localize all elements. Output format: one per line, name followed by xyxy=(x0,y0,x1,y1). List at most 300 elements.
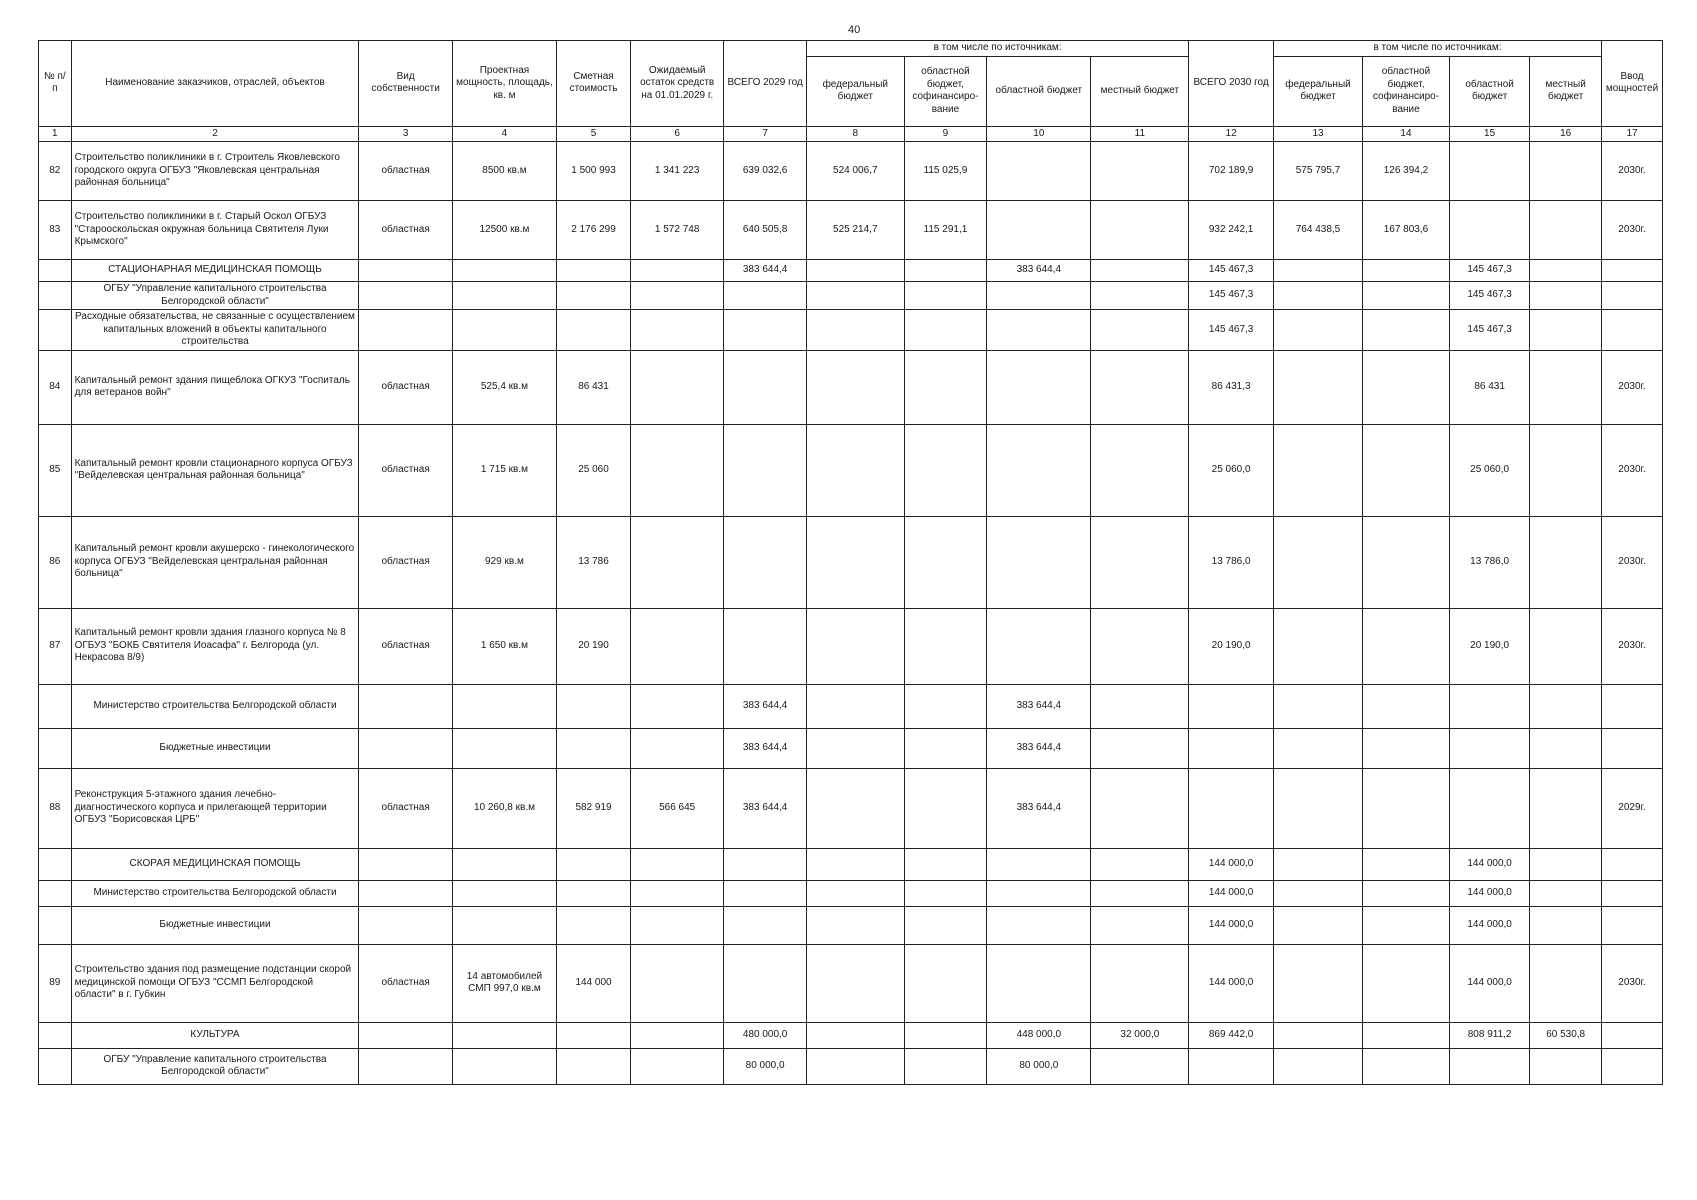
table-cell xyxy=(1530,282,1602,310)
table-cell xyxy=(452,880,556,906)
table-cell xyxy=(1273,260,1362,282)
table-cell: 144 000,0 xyxy=(1449,944,1529,1022)
table-cell xyxy=(724,880,807,906)
table-cell: 82 xyxy=(39,142,72,201)
table-cell: 144 000,0 xyxy=(1449,906,1529,944)
table-cell xyxy=(557,260,631,282)
table-cell: Строительство поликлиники в г. Строитель Яковлевского городского округа ОГБУЗ "Яковлевская центральная районная больница" xyxy=(71,142,359,201)
column-number: 2 xyxy=(71,126,359,142)
table-cell xyxy=(1189,768,1274,848)
header-name: Наименование заказчиков, отраслей, объектов xyxy=(71,41,359,127)
table-cell xyxy=(1449,768,1529,848)
table-cell xyxy=(987,142,1091,201)
table-cell: Бюджетные инвестиции xyxy=(71,728,359,768)
table-cell: Строительство здания под размещение подстанции скорой медицинской помощи ОГБУЗ "ССМП Белгородской области" в г. Губкин xyxy=(71,944,359,1022)
table-cell xyxy=(1602,1048,1663,1084)
table-cell xyxy=(39,880,72,906)
table-cell xyxy=(1273,944,1362,1022)
table-cell: 144 000,0 xyxy=(1189,848,1274,880)
table-cell xyxy=(904,1022,987,1048)
table-cell xyxy=(630,516,723,608)
table-cell: 2030г. xyxy=(1602,201,1663,260)
table-cell xyxy=(1189,684,1274,728)
table-cell xyxy=(1530,424,1602,516)
table-cell xyxy=(1189,728,1274,768)
table-cell xyxy=(359,728,452,768)
table-cell: областная xyxy=(359,944,452,1022)
table-row xyxy=(39,201,1663,260)
table-cell xyxy=(806,880,904,906)
table-cell: 20 190,0 xyxy=(1449,608,1529,684)
table-cell xyxy=(39,728,72,768)
table-cell xyxy=(630,608,723,684)
table-cell: 808 911,2 xyxy=(1449,1022,1529,1048)
table-cell xyxy=(1449,142,1529,201)
table-cell: 2030г. xyxy=(1602,944,1663,1022)
header-estimate: Сметная стоимость xyxy=(557,41,631,127)
table-cell xyxy=(39,848,72,880)
table-cell: 14 автомобилей СМП 997,0 кв.м xyxy=(452,944,556,1022)
table-cell: 480 000,0 xyxy=(724,1022,807,1048)
table-cell xyxy=(39,906,72,944)
column-number: 14 xyxy=(1363,126,1450,142)
table-cell xyxy=(987,516,1091,608)
header-commission: Ввод мощностей xyxy=(1602,41,1663,127)
table-cell: 60 530,8 xyxy=(1530,1022,1602,1048)
header-local-2030: местный бюджет xyxy=(1530,56,1602,126)
table-cell: СТАЦИОНАРНАЯ МЕДИЦИНСКАЯ ПОМОЩЬ xyxy=(71,260,359,282)
table-cell: 525 214,7 xyxy=(806,201,904,260)
table-cell: 115 025,9 xyxy=(904,142,987,201)
table-row xyxy=(39,424,1663,516)
table-cell xyxy=(1363,608,1450,684)
table-cell: областная xyxy=(359,768,452,848)
table-cell xyxy=(1091,944,1189,1022)
table-cell xyxy=(987,608,1091,684)
table-cell: 8500 кв.м xyxy=(452,142,556,201)
table-cell: 86 431 xyxy=(557,350,631,424)
table-cell xyxy=(1273,516,1362,608)
column-number: 15 xyxy=(1449,126,1529,142)
table-cell xyxy=(724,310,807,351)
table-cell: 20 190,0 xyxy=(1189,608,1274,684)
table-cell xyxy=(1530,608,1602,684)
column-number: 5 xyxy=(557,126,631,142)
table-cell: 448 000,0 xyxy=(987,1022,1091,1048)
table-cell: 639 032,6 xyxy=(724,142,807,201)
table-cell: областная xyxy=(359,142,452,201)
table-cell xyxy=(1363,350,1450,424)
column-number: 10 xyxy=(987,126,1091,142)
table-cell xyxy=(1602,728,1663,768)
table-cell xyxy=(904,768,987,848)
table-cell xyxy=(1530,768,1602,848)
table-cell: 126 394,2 xyxy=(1363,142,1450,201)
table-cell: 145 467,3 xyxy=(1189,260,1274,282)
table-cell xyxy=(452,684,556,728)
table-cell: 25 060,0 xyxy=(1189,424,1274,516)
table-cell xyxy=(1273,906,1362,944)
table-cell xyxy=(1091,310,1189,351)
table-cell xyxy=(904,1048,987,1084)
table-cell: ОГБУ "Управление капитального строительства Белгородской области" xyxy=(71,282,359,310)
table-cell xyxy=(904,516,987,608)
table-cell xyxy=(1273,728,1362,768)
table-cell: Строительство поликлиники в г. Старый Оскол ОГБУЗ "Старооскольская окружная больница Святителя Луки Крымского" xyxy=(71,201,359,260)
table-cell xyxy=(1530,684,1602,728)
table-cell: СКОРАЯ МЕДИЦИНСКАЯ ПОМОЩЬ xyxy=(71,848,359,880)
table-cell: 2030г. xyxy=(1602,424,1663,516)
table-cell xyxy=(1091,684,1189,728)
section-row xyxy=(39,880,1663,906)
table-row xyxy=(39,944,1663,1022)
table-cell: 383 644,4 xyxy=(987,684,1091,728)
table-cell xyxy=(904,282,987,310)
table-cell: 1 715 кв.м xyxy=(452,424,556,516)
table-cell xyxy=(806,350,904,424)
table-cell xyxy=(1363,1022,1450,1048)
table-cell xyxy=(452,906,556,944)
table-cell xyxy=(987,282,1091,310)
table-cell xyxy=(1273,848,1362,880)
table-cell xyxy=(1363,880,1450,906)
table-cell xyxy=(1530,906,1602,944)
table-cell xyxy=(1449,684,1529,728)
table-cell xyxy=(1091,906,1189,944)
column-number: 16 xyxy=(1530,126,1602,142)
column-number: 9 xyxy=(904,126,987,142)
page-number: 40 xyxy=(848,24,861,36)
header-federal-2029: федеральный бюджет xyxy=(806,56,904,126)
table-cell xyxy=(904,424,987,516)
header-regional-2029: областной бюджет xyxy=(987,56,1091,126)
table-cell xyxy=(630,684,723,728)
table-cell xyxy=(904,608,987,684)
table-cell xyxy=(724,848,807,880)
table-row xyxy=(39,516,1663,608)
table-cell: 32 000,0 xyxy=(1091,1022,1189,1048)
table-cell xyxy=(904,310,987,351)
table-cell xyxy=(1273,1048,1362,1084)
table-cell: 1 341 223 xyxy=(630,142,723,201)
table-cell xyxy=(39,1048,72,1084)
table-cell xyxy=(1363,848,1450,880)
table-cell xyxy=(1091,608,1189,684)
table-body xyxy=(39,142,1663,1085)
table-cell: 524 006,7 xyxy=(806,142,904,201)
table-cell xyxy=(806,944,904,1022)
table-cell xyxy=(1530,516,1602,608)
table-cell xyxy=(1091,516,1189,608)
table-cell: 383 644,4 xyxy=(724,260,807,282)
table-cell xyxy=(1530,142,1602,201)
table-cell xyxy=(557,848,631,880)
column-number-row xyxy=(39,126,1663,142)
table-cell: 86 431,3 xyxy=(1189,350,1274,424)
table-cell: 20 190 xyxy=(557,608,631,684)
table-cell xyxy=(1530,310,1602,351)
table-cell xyxy=(1091,350,1189,424)
table-cell xyxy=(806,848,904,880)
table-cell xyxy=(1363,728,1450,768)
table-cell xyxy=(1363,310,1450,351)
table-cell xyxy=(39,684,72,728)
header-remainder: Ожидаемый остаток средств на 01.01.2029 г. xyxy=(630,41,723,127)
table-cell: Расходные обязательства, не связанные с осуществлением капитальных вложений в объекты капитального строительства xyxy=(71,310,359,351)
column-number: 11 xyxy=(1091,126,1189,142)
table-cell xyxy=(1363,1048,1450,1084)
table-cell: 25 060,0 xyxy=(1449,424,1529,516)
table-cell xyxy=(724,906,807,944)
section-row xyxy=(39,310,1663,351)
table-cell: 1 650 кв.м xyxy=(452,608,556,684)
table-cell: Капитальный ремонт кровли стационарного корпуса ОГБУЗ "Вейделевская центральная районная больница" xyxy=(71,424,359,516)
table-cell xyxy=(1530,880,1602,906)
table-cell xyxy=(452,728,556,768)
table-cell: областная xyxy=(359,516,452,608)
table-cell xyxy=(987,880,1091,906)
table-cell: 764 438,5 xyxy=(1273,201,1362,260)
table-cell xyxy=(987,848,1091,880)
table-cell: 383 644,4 xyxy=(724,728,807,768)
table-cell: 144 000,0 xyxy=(1449,848,1529,880)
table-cell: 640 505,8 xyxy=(724,201,807,260)
table-cell xyxy=(1091,260,1189,282)
table-cell xyxy=(724,282,807,310)
section-row xyxy=(39,1048,1663,1084)
table-cell: 145 467,3 xyxy=(1449,282,1529,310)
table-cell xyxy=(806,608,904,684)
table-cell xyxy=(806,684,904,728)
section-row xyxy=(39,1022,1663,1048)
table-cell xyxy=(630,282,723,310)
table-cell: 2030г. xyxy=(1602,350,1663,424)
table-cell: КУЛЬТУРА xyxy=(71,1022,359,1048)
table-cell xyxy=(359,684,452,728)
table-cell: 144 000,0 xyxy=(1449,880,1529,906)
table-cell xyxy=(1602,906,1663,944)
table-cell: 88 xyxy=(39,768,72,848)
column-number: 13 xyxy=(1273,126,1362,142)
table-cell xyxy=(630,906,723,944)
table-cell xyxy=(630,310,723,351)
table-cell: 145 467,3 xyxy=(1449,310,1529,351)
table-cell xyxy=(806,310,904,351)
table-cell xyxy=(1091,880,1189,906)
table-cell xyxy=(1091,424,1189,516)
table-cell xyxy=(1602,260,1663,282)
table-cell xyxy=(1530,260,1602,282)
table-cell xyxy=(904,944,987,1022)
table-cell: 525,4 кв.м xyxy=(452,350,556,424)
table-cell xyxy=(1273,424,1362,516)
table-cell xyxy=(1363,768,1450,848)
table-cell: областная xyxy=(359,350,452,424)
table-cell xyxy=(1363,944,1450,1022)
table-cell xyxy=(1602,310,1663,351)
table-cell: 83 xyxy=(39,201,72,260)
table-cell xyxy=(557,880,631,906)
column-number: 12 xyxy=(1189,126,1274,142)
table-cell xyxy=(630,944,723,1022)
table-cell xyxy=(904,906,987,944)
column-number: 1 xyxy=(39,126,72,142)
table-cell: 383 644,4 xyxy=(987,768,1091,848)
table-cell xyxy=(1449,1048,1529,1084)
table-cell: 145 467,3 xyxy=(1449,260,1529,282)
table-cell xyxy=(1449,728,1529,768)
table-cell: 13 786,0 xyxy=(1449,516,1529,608)
table-cell xyxy=(1273,310,1362,351)
table-cell xyxy=(359,848,452,880)
section-row xyxy=(39,282,1663,310)
table-cell: 869 442,0 xyxy=(1189,1022,1274,1048)
table-cell: 12500 кв.м xyxy=(452,201,556,260)
table-cell xyxy=(904,684,987,728)
column-number: 17 xyxy=(1602,126,1663,142)
table-cell xyxy=(724,944,807,1022)
table-cell: 1 572 748 xyxy=(630,201,723,260)
table-cell xyxy=(1091,848,1189,880)
table-cell xyxy=(1189,1048,1274,1084)
table-cell xyxy=(987,424,1091,516)
table-cell xyxy=(806,282,904,310)
table-cell xyxy=(557,906,631,944)
table-cell: Капитальный ремонт кровли акушерско - гинекологического корпуса ОГБУЗ "Вейделевская центральная районная больница" xyxy=(71,516,359,608)
table-cell xyxy=(557,1022,631,1048)
table-cell xyxy=(1091,282,1189,310)
table-cell xyxy=(1602,684,1663,728)
table-cell xyxy=(1530,350,1602,424)
table-cell: 575 795,7 xyxy=(1273,142,1362,201)
table-cell xyxy=(1363,906,1450,944)
table-cell: 144 000,0 xyxy=(1189,944,1274,1022)
section-row xyxy=(39,728,1663,768)
table-cell: Бюджетные инвестиции xyxy=(71,906,359,944)
table-cell xyxy=(1602,880,1663,906)
table-cell: 383 644,4 xyxy=(724,768,807,848)
table-cell: 144 000,0 xyxy=(1189,906,1274,944)
table-cell xyxy=(1273,684,1362,728)
table-cell: 10 260,8 кв.м xyxy=(452,768,556,848)
table-cell xyxy=(452,848,556,880)
table-cell xyxy=(630,848,723,880)
table-cell xyxy=(630,728,723,768)
table-cell: 2030г. xyxy=(1602,608,1663,684)
table-cell xyxy=(904,848,987,880)
section-row xyxy=(39,848,1663,880)
table-cell xyxy=(1602,848,1663,880)
table-cell xyxy=(904,260,987,282)
table-cell xyxy=(987,310,1091,351)
table-cell xyxy=(1530,944,1602,1022)
table-cell xyxy=(630,350,723,424)
header-total-2029: ВСЕГО 2029 год xyxy=(724,41,807,127)
column-number: 3 xyxy=(359,126,452,142)
table-cell xyxy=(1530,848,1602,880)
table-cell xyxy=(359,1022,452,1048)
table-cell xyxy=(904,350,987,424)
header-local-2029: местный бюджет xyxy=(1091,56,1189,126)
table-cell xyxy=(1363,282,1450,310)
header-sources-2029: в том числе по источникам: xyxy=(806,41,1188,57)
table-cell xyxy=(1363,260,1450,282)
table-cell: 86 xyxy=(39,516,72,608)
section-row xyxy=(39,684,1663,728)
section-row xyxy=(39,260,1663,282)
table-cell xyxy=(806,906,904,944)
table-cell xyxy=(359,282,452,310)
table-cell: 86 431 xyxy=(1449,350,1529,424)
table-cell xyxy=(1363,424,1450,516)
table-cell xyxy=(806,728,904,768)
table-cell xyxy=(1602,1022,1663,1048)
column-number: 8 xyxy=(806,126,904,142)
table-cell xyxy=(557,1048,631,1084)
table-cell xyxy=(1273,350,1362,424)
table-cell xyxy=(1602,282,1663,310)
table-cell xyxy=(806,516,904,608)
table-cell xyxy=(806,424,904,516)
table-cell: 85 xyxy=(39,424,72,516)
table-cell xyxy=(359,906,452,944)
table-cell xyxy=(1091,201,1189,260)
table-cell: Министерство строительства Белгородской области xyxy=(71,880,359,906)
column-number: 7 xyxy=(724,126,807,142)
header-ownership: Вид собственности xyxy=(359,41,452,127)
table-cell: 1 500 993 xyxy=(557,142,631,201)
header-federal-2030: федеральный бюджет xyxy=(1273,56,1362,126)
table-cell: областная xyxy=(359,608,452,684)
table-cell: 25 060 xyxy=(557,424,631,516)
table-cell: 582 919 xyxy=(557,768,631,848)
table-cell xyxy=(806,1022,904,1048)
table-cell: 80 000,0 xyxy=(724,1048,807,1084)
table-cell xyxy=(557,310,631,351)
table-cell xyxy=(987,350,1091,424)
table-cell xyxy=(1363,684,1450,728)
table-cell: 383 644,4 xyxy=(987,260,1091,282)
table-cell: 84 xyxy=(39,350,72,424)
table-cell: 932 242,1 xyxy=(1189,201,1274,260)
header-cofin-2030: областной бюджет, софинансиро-вание xyxy=(1363,56,1450,126)
table-cell xyxy=(724,608,807,684)
table-cell xyxy=(1091,728,1189,768)
table-cell xyxy=(39,1022,72,1048)
header-regional-2030: областной бюджет xyxy=(1449,56,1529,126)
table-cell xyxy=(724,350,807,424)
table-cell xyxy=(1530,728,1602,768)
table-cell xyxy=(806,1048,904,1084)
table-cell xyxy=(1091,768,1189,848)
table-cell xyxy=(630,1022,723,1048)
table-cell xyxy=(39,282,72,310)
table-cell xyxy=(39,260,72,282)
table-cell xyxy=(359,310,452,351)
table-cell xyxy=(987,201,1091,260)
table-cell xyxy=(557,282,631,310)
table-cell xyxy=(630,260,723,282)
table-cell xyxy=(1449,201,1529,260)
table-cell: 2029г. xyxy=(1602,768,1663,848)
header-cofin-2029: областной бюджет, софинансиро-вание xyxy=(904,56,987,126)
table-cell: Министерство строительства Белгородской области xyxy=(71,684,359,728)
table-cell xyxy=(987,906,1091,944)
table-cell xyxy=(1273,768,1362,848)
table-cell xyxy=(904,728,987,768)
table-cell: 2030г. xyxy=(1602,142,1663,201)
table-cell: 2030г. xyxy=(1602,516,1663,608)
